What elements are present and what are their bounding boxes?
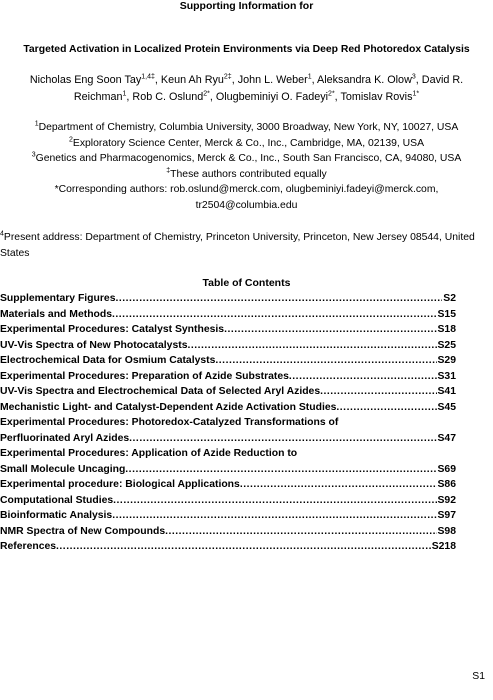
toc-page-number: S218 [431, 541, 456, 552]
toc-entry[interactable] [0, 493, 456, 509]
toc-entry[interactable] [0, 338, 456, 354]
toc-entry[interactable] [0, 307, 456, 323]
author-list [12, 72, 481, 106]
toc-leader-dots [125, 462, 436, 478]
affiliation-text: Exploratory Science Center, Merck & Co., Inc., Cambridge, MA, 02139, USA [72, 137, 425, 149]
toc-page-number: S25 [437, 339, 456, 351]
toc-entry-label: Supplementary Figures [0, 293, 116, 304]
author-name: John L. Weber [237, 74, 308, 86]
toc-page-number: S29 [437, 355, 456, 366]
toc-entry-label: Materials and Methods [0, 308, 113, 320]
toc-leader-dots [215, 353, 436, 369]
toc-leader-dots [129, 431, 436, 447]
author-separator: , [126, 91, 133, 103]
author-name: Rob C. Oslund [132, 91, 204, 103]
author-name: Keun Ah Ryu [160, 74, 224, 86]
author-superscript: 1 [122, 90, 127, 98]
toc-entry[interactable] [0, 539, 456, 555]
affiliation-line [0, 151, 493, 167]
toc-entry-line [0, 431, 456, 447]
toc-entry[interactable] [0, 508, 456, 524]
toc-page-number: S31 [437, 370, 456, 382]
toc-page-number: S69 [437, 463, 456, 475]
toc-leader-dots [112, 307, 436, 323]
author-name: David R. Reichman [73, 74, 464, 103]
affiliations [0, 120, 493, 214]
toc-entry[interactable] [0, 477, 456, 493]
affiliation-line [0, 167, 493, 183]
toc-entry-line [0, 524, 456, 540]
toc-page-number: S86 [437, 479, 456, 490]
toc-entry-line [0, 338, 456, 354]
toc-entry-label: Electrochemical Data for Osmium Catalysts [0, 355, 216, 366]
author-superscript: 2* [328, 90, 335, 98]
toc-page-number: S2 [443, 293, 456, 304]
toc-entry-label: UV-Vis Spectra of New Photocatalysts [0, 339, 188, 351]
affiliation-line [0, 198, 493, 214]
author-superscript: 2* [203, 90, 210, 98]
toc-leader-dots [112, 508, 436, 524]
present-address [0, 230, 486, 261]
affiliation-text: These authors contributed equally [170, 168, 327, 180]
toc-entry-label: Experimental procedure: Biological Applications [0, 479, 240, 490]
toc-leader-dots [289, 369, 437, 385]
toc-entry-line [0, 291, 456, 307]
author-separator: , [311, 74, 318, 86]
affiliation-line [0, 182, 493, 198]
affiliation-superscript: 2 [68, 136, 73, 144]
author-separator: , [154, 74, 161, 86]
author-name: Nicholas Eng Soon Tay [29, 74, 142, 86]
author-separator: , [334, 91, 341, 103]
toc-entry-line [0, 539, 456, 555]
toc-leader-dots [113, 493, 436, 509]
toc-page-number: S45 [437, 401, 456, 413]
present-address-superscript: 4 [0, 230, 4, 238]
affiliation-line [0, 136, 493, 152]
toc-entry-line [0, 353, 456, 369]
affiliation-text: *Corresponding authors: rob.oslund@merck.com, olugbeminiyi.fadeyi@merck.com, [54, 184, 439, 196]
toc-page-number: S98 [437, 525, 456, 537]
author-name: Aleksandra K. Olow [317, 74, 412, 86]
toc-leader-dots [115, 291, 442, 307]
toc-entry[interactable] [0, 446, 456, 477]
affiliation-text: Genetics and Pharmacogenomics, Merck & Co., Inc., South San Francisco, CA, 94080, USA [35, 153, 462, 165]
toc-entry-line [0, 477, 456, 493]
toc-entry-label: References [0, 541, 57, 552]
toc-leader-dots [187, 338, 436, 354]
toc-entry-line [0, 384, 456, 400]
author-superscript: 1 [307, 73, 312, 81]
affiliation-superscript: 3 [31, 151, 36, 159]
toc-entry-label: Mechanistic Light- and Catalyst-Dependent Azide Activation Studies [0, 401, 337, 413]
affiliation-line [0, 120, 493, 136]
toc-entry[interactable] [0, 415, 456, 446]
toc-entry-line [0, 322, 456, 338]
author-superscript: 3 [411, 73, 416, 81]
toc-entry-label-line: Experimental Procedures: Application of Azide Reduction to [0, 448, 298, 459]
toc-entry[interactable] [0, 400, 456, 416]
table-of-contents [0, 291, 456, 555]
toc-entry[interactable] [0, 384, 456, 400]
toc-entry-label: UV-Vis Spectra and Electrochemical Data of Selected Aryl Azides [0, 386, 321, 397]
toc-entry-label: Experimental Procedures: Catalyst Synthesis [0, 324, 225, 335]
si-header: Supporting Information for [179, 0, 314, 12]
toc-entry[interactable] [0, 524, 456, 540]
author-superscript: 1* [412, 90, 420, 98]
toc-leader-dots [165, 524, 436, 540]
toc-entry-label: Perfluorinated Aryl Azides [0, 432, 130, 444]
toc-leader-dots [336, 400, 436, 416]
toc-page-number: S97 [437, 510, 456, 521]
toc-entry-line [0, 508, 456, 524]
author-superscript: 1,4‡ [141, 73, 155, 81]
toc-page-number: S92 [437, 494, 456, 506]
toc-entry-line [0, 369, 456, 385]
author-superscript: 2‡ [223, 73, 232, 81]
toc-leader-dots [224, 322, 436, 338]
author-separator: , [415, 74, 422, 86]
toc-entry-label: Computational Studies [0, 494, 114, 506]
toc-entry-line [0, 493, 456, 509]
toc-entry[interactable] [0, 353, 456, 369]
author-separator: , [231, 74, 238, 86]
affiliation-superscript: ‡ [166, 167, 171, 175]
affiliation-text: Department of Chemistry, Columbia University, 3000 Broadway, New York, NY, 10027, USA [38, 122, 459, 133]
toc-entry-line [0, 307, 456, 323]
toc-entry-label: NMR Spectra of New Compounds [0, 525, 166, 537]
toc-heading: Table of Contents [202, 277, 291, 289]
affiliation-superscript: 1 [34, 120, 39, 128]
toc-page-number: S18 [437, 324, 456, 335]
toc-entry[interactable] [0, 291, 456, 307]
toc-entry-label: Small Molecule Uncaging [0, 463, 126, 475]
toc-entry-label: Bioinformatic Analysis [0, 510, 113, 521]
author-name: Olugbeminiyi O. Fadeyi [215, 91, 329, 103]
toc-page-number: S47 [437, 432, 456, 444]
toc-leader-dots [240, 477, 437, 493]
toc-entry[interactable] [0, 322, 456, 338]
toc-entry-line [0, 462, 456, 478]
toc-entry[interactable] [0, 369, 456, 385]
toc-leader-dots [56, 539, 431, 555]
affiliation-text: tr2504@columbia.edu [195, 199, 298, 211]
present-address-text: Present address: Department of Chemistry, Princeton University, Princeton, New Jersey 08544, United States [0, 232, 475, 259]
toc-entry-label: Experimental Procedures: Preparation of Azide Substrates [0, 370, 289, 382]
author-separator: , [209, 91, 216, 103]
page-number: S1 [472, 671, 485, 682]
paper-title: Targeted Activation in Localized Protein Environments via Deep Red Photoredox Catalysis [23, 44, 470, 55]
toc-leader-dots [320, 384, 436, 400]
toc-page-number: S41 [437, 386, 456, 397]
author-name: Tomislav Rovis [340, 91, 413, 103]
toc-entry-line [0, 400, 456, 416]
toc-page-number: S15 [437, 308, 456, 320]
toc-entry-label-line: Experimental Procedures: Photoredox-Catalyzed Transformations of [0, 417, 339, 428]
